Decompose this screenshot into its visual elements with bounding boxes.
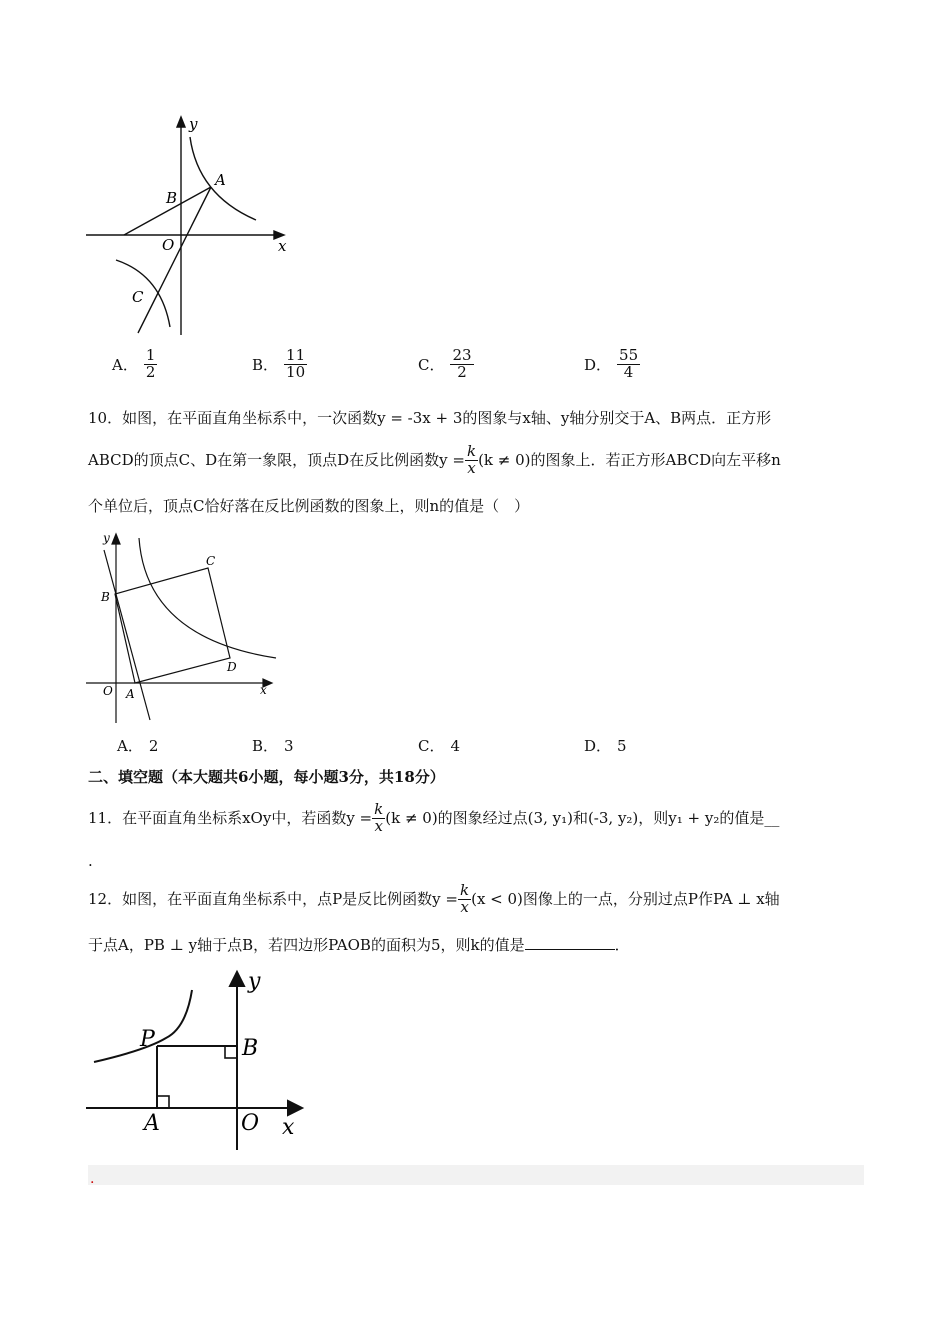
q10-line2-a: ABCD的顶点C、D在第一象限，顶点D在反比例函数y =: [88, 451, 465, 470]
q12-line1-a: 12．如图，在平面直角坐标系中，点P是反比例函数y =: [88, 890, 458, 909]
right-angle-a: [157, 1096, 169, 1108]
footer-mark: .: [90, 1171, 95, 1187]
q10-option-c: [418, 735, 460, 756]
right-angle-b: [225, 1046, 237, 1058]
option-fraction: $\frac{1}{2}$: [145, 346, 156, 381]
label-y: y: [248, 969, 261, 994]
option-letter: A．: [117, 737, 143, 755]
label-x: x: [282, 1115, 295, 1140]
label-a: A: [144, 1111, 160, 1136]
option-value: 5: [617, 736, 627, 755]
q9-option-d: [584, 348, 640, 381]
q10-option-b: [252, 735, 294, 756]
option-letter: B．: [252, 737, 279, 755]
label-b: B: [101, 590, 110, 604]
q12-line2-a: 于点A，PB ⊥ y轴于点B，若四边形PAOB的面积为5，则k的值是: [88, 936, 525, 954]
option-letter: B．: [252, 355, 279, 374]
label-o: O: [241, 1111, 260, 1136]
q11-line1-b: (k ≠ 0)的图象经过点(3, y₁)和(-3, y₂)，则y₁ + y₂的值是__: [385, 809, 780, 828]
label-x: x: [278, 237, 287, 255]
label-o: O: [103, 684, 113, 698]
answer-shade: [88, 1165, 864, 1185]
q12-line2-b: ．: [614, 936, 630, 954]
option-fraction: $\frac{11}{10}$: [286, 346, 306, 381]
option-value: 4: [450, 736, 461, 755]
label-y: y: [189, 115, 198, 133]
q10-line1: 10．如图，在平面直角坐标系中，一次函数y = -3x + 3的图象与x轴、y轴分别交于A、B两点．正方形: [88, 409, 772, 427]
q12-line2: [88, 934, 862, 956]
q11-line1-a: 11．在平面直角坐标系xOy中，若函数y =: [88, 809, 373, 828]
label-p: P: [140, 1027, 155, 1052]
q9-option-a: [112, 348, 157, 381]
option-value: 2: [148, 736, 159, 755]
q10-fraction: $\frac{k}{x}$: [466, 442, 477, 477]
q9-option-b: [252, 348, 307, 381]
option-letter: D．: [584, 355, 612, 374]
q9-figure: [86, 115, 306, 340]
q12-figure: [86, 968, 316, 1158]
option-letter: C．: [418, 355, 445, 374]
q12-line1: [88, 883, 862, 916]
q10-option-d: [584, 735, 627, 756]
option-letter: D．: [584, 737, 612, 755]
q9-option-c: [418, 348, 474, 381]
line-ac: [138, 187, 211, 333]
q11-line1: [88, 802, 862, 835]
label-a: A: [215, 171, 226, 189]
label-d: D: [227, 660, 237, 674]
q10-option-a: [117, 735, 158, 756]
section-title: 二、填空题（本大题共6小题，每小题3分，共18分）: [88, 768, 445, 786]
option-fraction: $\frac{23}{2}$: [452, 346, 472, 381]
q12-line1-b: (x < 0)图像上的一点，分别过点P作PA ⊥ x轴: [471, 890, 780, 909]
q10-line3: 个单位后，顶点C恰好落在反比例函数的图象上，则n的值是（ ）: [88, 497, 530, 515]
label-c: C: [132, 288, 144, 306]
label-b: B: [166, 189, 178, 207]
answer-blank: [525, 935, 615, 950]
q11-line2: .: [88, 852, 93, 870]
label-a: A: [126, 687, 135, 701]
option-value: 3: [284, 736, 294, 755]
q10-line2: [88, 444, 862, 477]
label-b: B: [242, 1036, 259, 1061]
label-y: y: [103, 531, 110, 545]
label-c: C: [206, 554, 216, 568]
label-x: x: [260, 683, 267, 697]
option-fraction: $\frac{55}{4}$: [619, 346, 639, 381]
q12-fraction: $\frac{k}{x}$: [460, 881, 470, 916]
q10-line2-b: (k ≠ 0)的图象上．若正方形ABCD向左平移n: [478, 451, 781, 470]
q10-figure: [86, 528, 296, 728]
square-abcd: [115, 568, 230, 683]
option-letter: A．: [112, 355, 138, 374]
q11-fraction: $\frac{k}{x}$: [374, 800, 384, 835]
label-o: O: [162, 236, 175, 254]
option-letter: C．: [418, 737, 445, 755]
